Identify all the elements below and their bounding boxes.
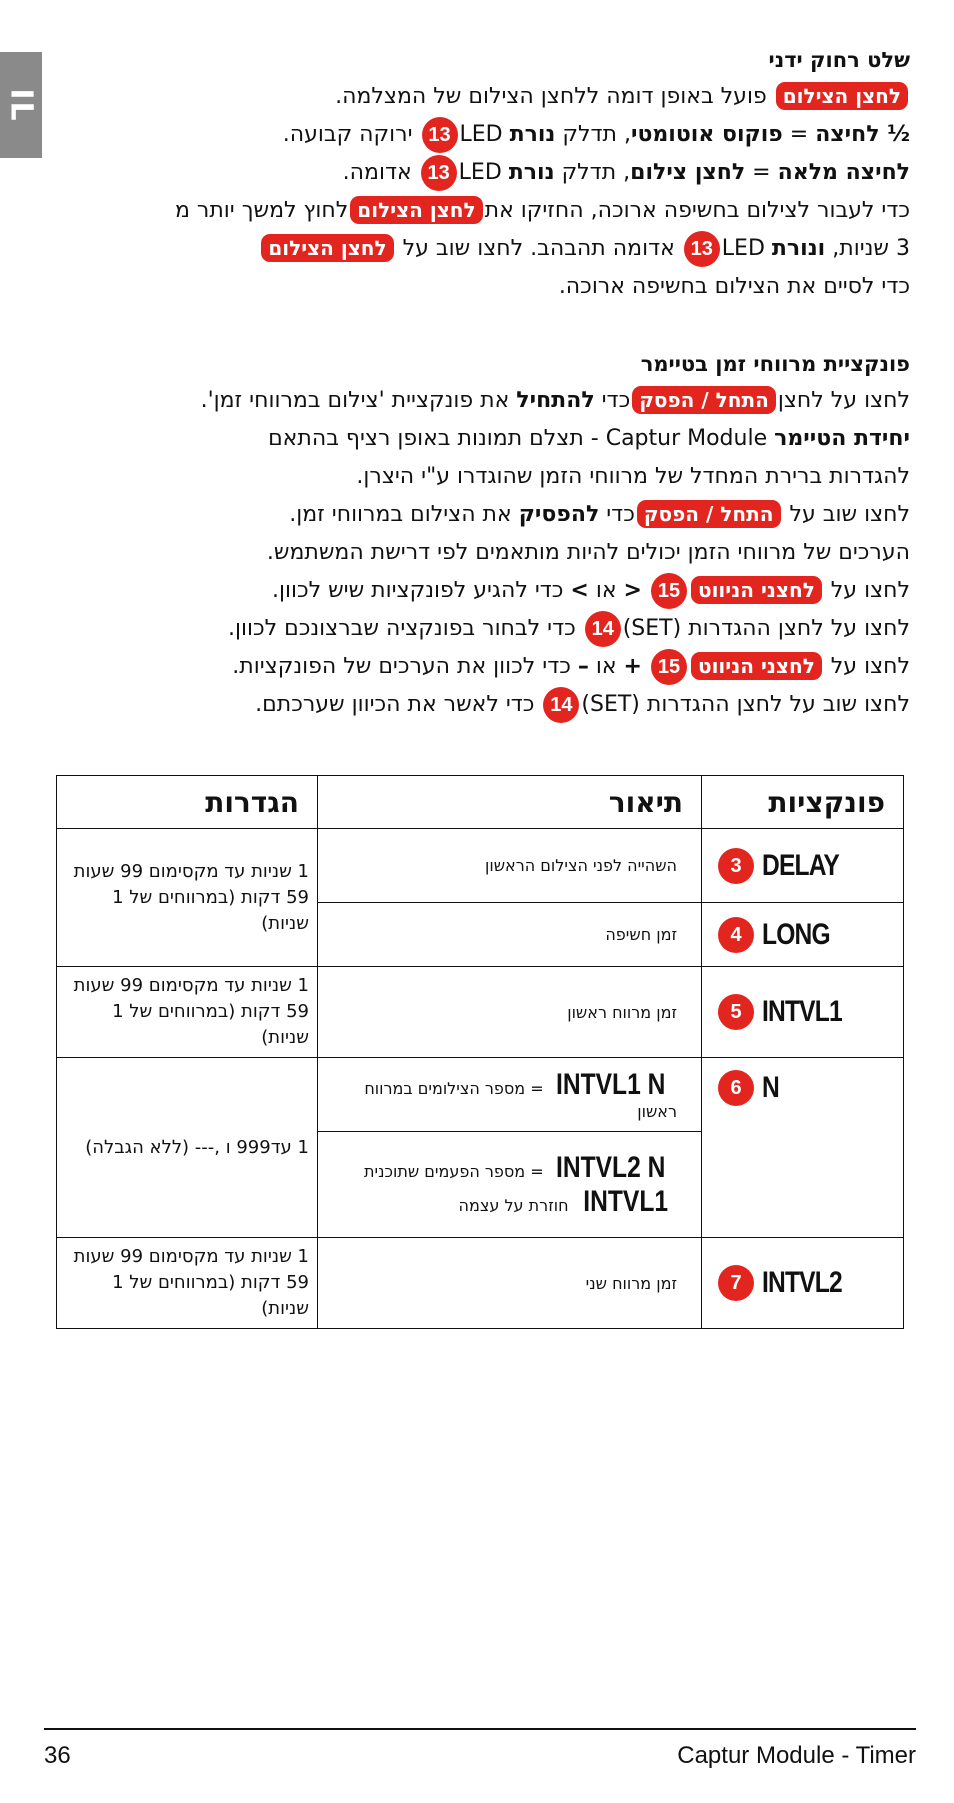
- remote-line-6: כדי לסיים את הצילום בחשיפה ארוכה.: [558, 274, 910, 299]
- text: =: [745, 160, 778, 185]
- text: , תדלק: [554, 160, 631, 185]
- timer-line-2: [60, 420, 910, 458]
- set-label: (SET): [622, 616, 682, 641]
- callout-13: 13: [421, 155, 457, 191]
- remote-line-1: [60, 78, 910, 116]
- function-cell: [702, 829, 904, 903]
- callout-15: 15: [651, 573, 687, 609]
- table-row: [57, 967, 904, 1058]
- nav-buttons-label: לחצני הניווט: [691, 652, 822, 680]
- language-tab-label: IL: [3, 87, 39, 123]
- text: כדי להגיע לפונקציות שיש לכוון.: [271, 578, 571, 603]
- function-cell: [702, 1238, 904, 1329]
- set-label: (SET): [581, 692, 640, 717]
- text: כדי לכוון את הערכים של הפונקציות.: [232, 654, 578, 679]
- text: לחצו שוב על לחצן ההגדרות: [639, 692, 910, 717]
- function-code: INTVL2: [762, 1266, 842, 1299]
- timer-section: [60, 352, 910, 724]
- lamp-label: ונורת: [771, 236, 826, 261]
- text: כדי לעבור לצילום בחשיפה ארוכה, החזיקו את: [484, 198, 910, 223]
- remote-section: [60, 48, 910, 306]
- description-cell: [318, 1132, 702, 1238]
- text: כדי: [594, 388, 631, 413]
- text: = מספר הצילומים במרווח ראשון: [364, 1079, 677, 1121]
- function-code: INTVL1 N: [555, 1068, 665, 1101]
- timer-line-3: להגדרות ברירת המחדל של מרווחי הזמן שהוגדרו ע"י היצרן.: [356, 464, 910, 489]
- text: לחצו על: [823, 654, 910, 679]
- remote-line-3: [60, 154, 910, 192]
- text: כדי לבחור בפונקציה שברצונכם לכוון.: [228, 616, 583, 641]
- symbol: <: [623, 578, 642, 603]
- function-cell: [702, 967, 904, 1058]
- function-cell: [702, 903, 904, 967]
- nav-buttons-label: לחצני הניווט: [691, 576, 822, 604]
- text: או: [588, 578, 624, 603]
- timer-line-8: [60, 648, 910, 686]
- settings-cell: 1 שניות עד מקסימום 99 שעות 59 דקות (במרווחים של 1 שניות): [57, 1238, 318, 1329]
- shutter-mode-label: לחצן צילום: [630, 160, 746, 185]
- text: כדי לאשר את הכיוון שערכתם.: [255, 692, 542, 717]
- text: את הצילום במרווחי זמן.: [289, 502, 519, 527]
- page-number: 36: [44, 1742, 71, 1769]
- callout-4: 4: [718, 917, 754, 953]
- timer-line-6: [60, 572, 910, 610]
- half-press-label: ½ לחיצה: [815, 122, 910, 147]
- description-cell: [318, 1058, 702, 1132]
- text: =: [782, 122, 816, 147]
- symbol: –: [577, 654, 589, 679]
- timer-line-9: [60, 686, 910, 724]
- timer-line-5: הערכים של מרווחי הזמן יכולים להיות מותאמים לפי דרישת המשתמש.: [266, 540, 910, 565]
- text: = מספר הפעמים שתוכנית: [364, 1161, 544, 1181]
- remote-line-2: [60, 116, 910, 154]
- function-code: DELAY: [762, 848, 840, 882]
- text: , תדלק: [555, 122, 631, 147]
- description-cell: השהייה לפני הצילום הראשון: [318, 829, 702, 903]
- shutter-button-label: לחצן הצילום: [261, 234, 393, 262]
- remote-line-5: [60, 230, 910, 268]
- text: 3 שניות,: [825, 236, 910, 261]
- start-stop-button-label: התחל / הפסק: [632, 386, 776, 414]
- description-cell: זמן מרווח ראשון: [318, 967, 702, 1058]
- callout-5: 5: [718, 994, 754, 1030]
- text: חוזרת על עצמה: [458, 1195, 569, 1215]
- footer-divider: [44, 1728, 916, 1730]
- text: פועל באופן דומה ללחצן הצילום של המצלמה.: [335, 84, 774, 109]
- led-label: LED: [458, 160, 502, 185]
- text: לחצו על לחצן: [777, 388, 910, 413]
- callout-14: 14: [543, 687, 579, 723]
- callout-13: 13: [684, 231, 720, 267]
- timer-unit-label: יחידת הטיימר: [774, 426, 910, 451]
- function-code: INTVL2 N: [555, 1150, 665, 1184]
- text: אדומה תהבהב. לחצו שוב על: [395, 236, 682, 261]
- text: אדומה.: [342, 160, 419, 185]
- start-stop-button-label: התחל / הפסק: [637, 500, 781, 528]
- settings-cell: 1 שניות עד מקסימום 99 שעות 59 דקות (במרווחים של 1 שניות): [57, 967, 318, 1058]
- text: לחוץ למשך יותר מ: [174, 198, 349, 223]
- symbol: +: [623, 654, 642, 679]
- timer-heading: פונקציית מרווחי זמן בטיימר: [640, 352, 910, 376]
- lamp-label: נורת: [509, 122, 556, 147]
- timer-line-1: [60, 382, 910, 420]
- function-cell: [702, 1058, 904, 1238]
- autofocus-label: פוקוס אוטומטי: [630, 122, 783, 147]
- remote-heading: שלט רחוק ידני: [768, 48, 910, 72]
- function-code: N: [762, 1071, 779, 1104]
- text: - תצלם תמונות באופן רציף בהתאם: [268, 426, 606, 451]
- language-tab: [0, 52, 42, 158]
- led-label: LED: [721, 236, 765, 261]
- settings-cell: 1 שניות עד מקסימום 99 שעות 59 דקות (במרווחים של 1 שניות): [57, 829, 318, 967]
- full-press-label: לחיצה מלאה: [777, 160, 910, 185]
- brand-name: Captur Module: [605, 426, 768, 451]
- text: את פונקציית 'צילום במרווחי זמן'.: [200, 388, 517, 413]
- table-row: [57, 829, 904, 903]
- text: לחצו על: [823, 578, 910, 603]
- function-code: LONG: [762, 917, 830, 951]
- symbol: >: [570, 578, 589, 603]
- description-cell: זמן מרווח שני: [318, 1238, 702, 1329]
- document-title: Captur Module - Timer: [677, 1742, 916, 1769]
- led-label: LED: [459, 122, 503, 147]
- callout-13: 13: [422, 117, 458, 153]
- function-code: INTVL1: [582, 1184, 668, 1218]
- text: כדי: [599, 502, 635, 527]
- shutter-button-label: לחצן הצילום: [350, 196, 482, 224]
- text: ירוקה קבועה.: [282, 122, 420, 147]
- callout-15: 15: [651, 649, 687, 685]
- table-row: [57, 1238, 904, 1329]
- function-code: INTVL1: [762, 995, 842, 1028]
- table-header-row: [57, 776, 904, 829]
- header-description: תיאור: [318, 776, 702, 829]
- callout-7: 7: [718, 1265, 754, 1301]
- shutter-button-label: לחצן הצילום: [776, 82, 908, 110]
- lamp-label: נורת: [508, 160, 555, 185]
- header-functions: פונקציות: [702, 776, 904, 829]
- text: או: [588, 654, 624, 679]
- callout-6: 6: [718, 1070, 754, 1106]
- timer-line-4: [60, 496, 910, 534]
- description-cell: זמן חשיפה: [318, 903, 702, 967]
- settings-cell: 1 עד999 ו ,--- (ללא הגבלה): [57, 1058, 318, 1238]
- functions-table: [56, 775, 904, 1329]
- text-bold: להתחיל: [516, 388, 595, 413]
- callout-3: 3: [718, 848, 754, 884]
- text-bold: להפסיק: [518, 502, 600, 527]
- header-settings: הגדרות: [57, 776, 318, 829]
- text: לחצו על לחצן ההגדרות: [681, 616, 910, 641]
- timer-line-7: [60, 610, 910, 648]
- callout-14: 14: [585, 611, 621, 647]
- table-row: [57, 1058, 904, 1132]
- remote-line-4: [60, 192, 910, 230]
- text: לחצו שוב על: [782, 502, 910, 527]
